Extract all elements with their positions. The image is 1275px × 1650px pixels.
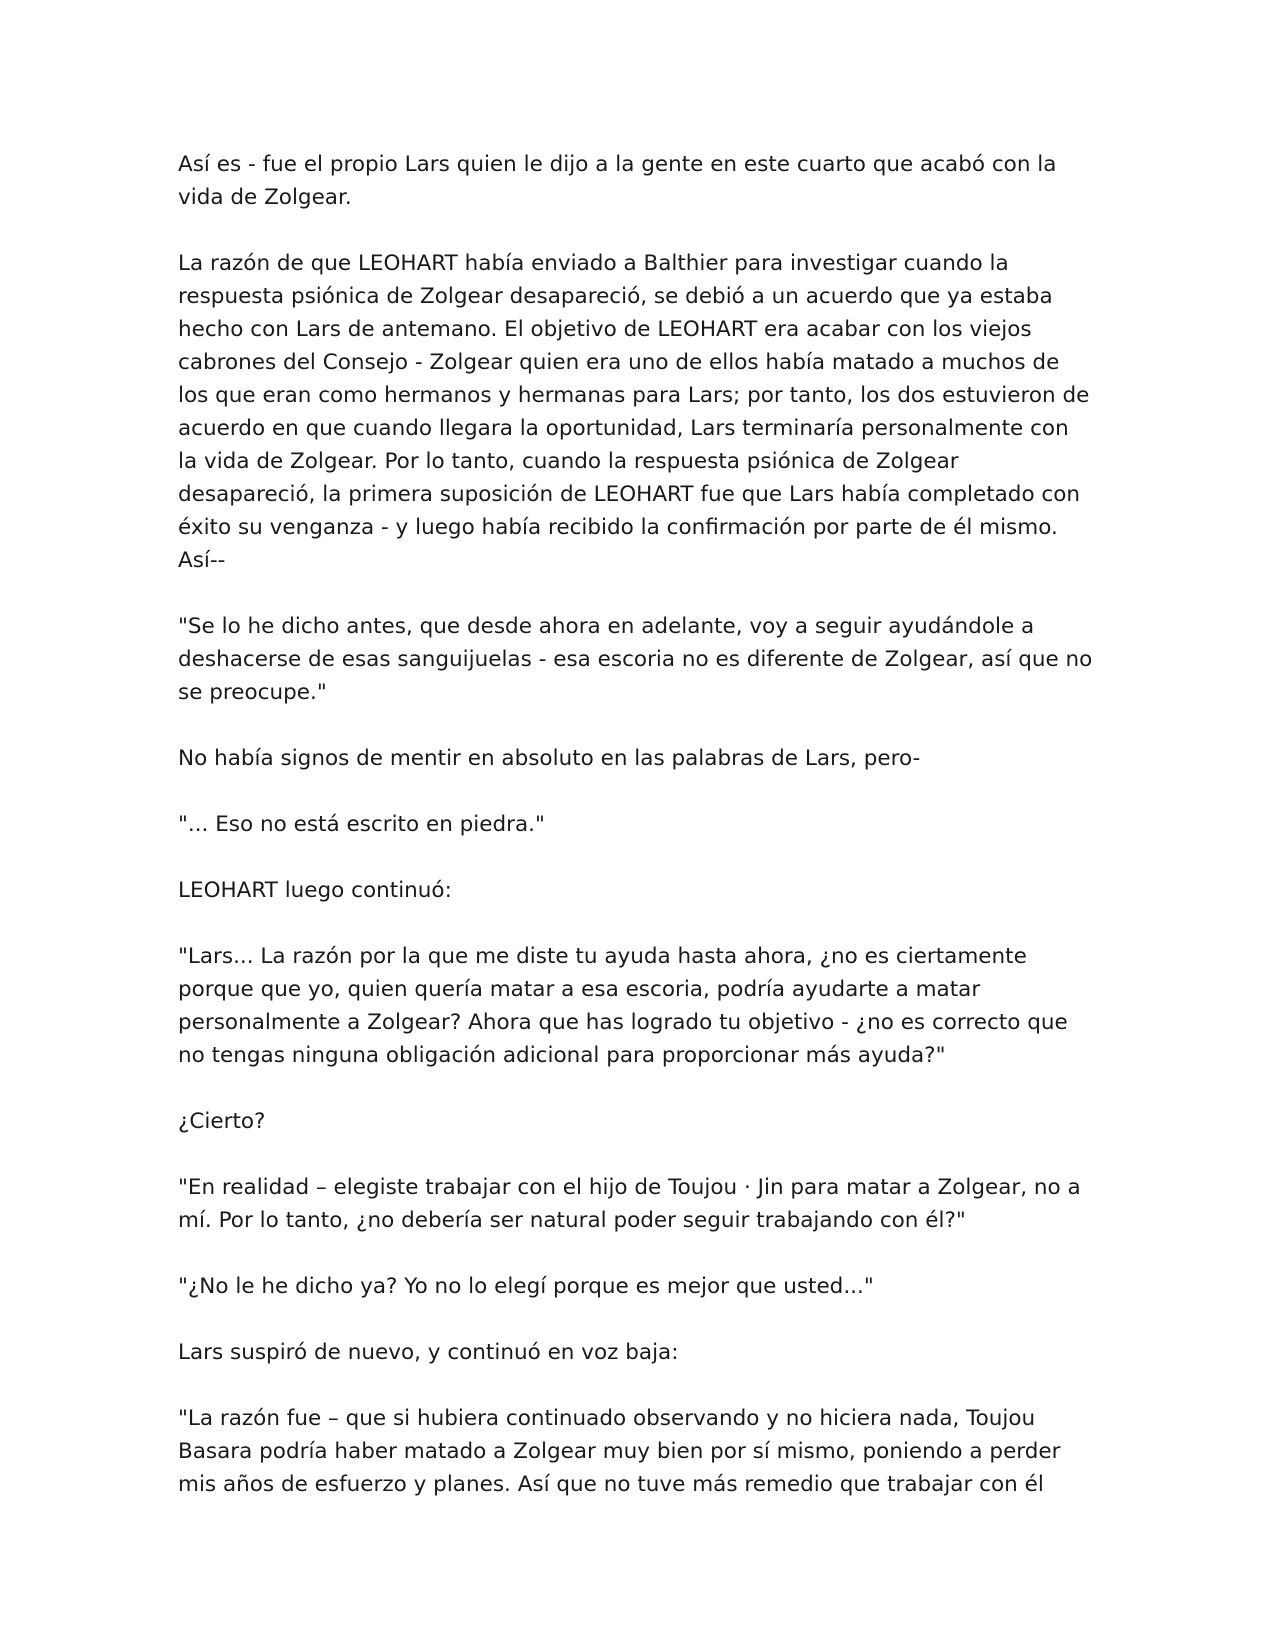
paragraph bbox=[178, 1336, 1108, 1369]
text-line: mis años de esfuerzo y planes. Así que no tuve más remedio que trabajar con él bbox=[178, 1472, 1044, 1497]
paragraph bbox=[178, 1270, 1108, 1303]
text-line: "¿No le he dicho ya? Yo no lo elegí porque es mejor que usted..." bbox=[178, 1274, 874, 1299]
text-line: los que eran como hermanos y hermanas para Lars; por tanto, los dos estuvieron de bbox=[178, 383, 1090, 408]
text-line: Así-- bbox=[178, 548, 226, 573]
paragraph bbox=[178, 610, 1108, 709]
text-line: éxito su venganza - y luego había recibido la confirmación por parte de él mismo. bbox=[178, 515, 1058, 540]
text-line: ¿Cierto? bbox=[178, 1109, 266, 1134]
text-line: personalmente a Zolgear? Ahora que has logrado tu objetivo - ¿no es correcto que bbox=[178, 1010, 1068, 1035]
paragraph bbox=[178, 874, 1108, 907]
paragraph bbox=[178, 940, 1108, 1072]
text-line: No había signos de mentir en absoluto en las palabras de Lars, pero- bbox=[178, 746, 921, 771]
paragraph bbox=[178, 148, 1108, 214]
text-line: cabrones del Consejo - Zolgear quien era uno de ellos había matado a muchos de bbox=[178, 350, 1060, 375]
document-body bbox=[178, 148, 1108, 1501]
text-line: "Se lo he dicho antes, que desde ahora en adelante, voy a seguir ayudándole a bbox=[178, 614, 1035, 639]
text-line: deshacerse de esas sanguijuelas - esa escoria no es diferente de Zolgear, así que no bbox=[178, 647, 1093, 672]
paragraph bbox=[178, 247, 1108, 577]
paragraph bbox=[178, 808, 1108, 841]
text-line: La razón de que LEOHART había enviado a Balthier para investigar cuando la bbox=[178, 251, 1009, 276]
text-line: Basara podría haber matado a Zolgear muy bien por sí mismo, poniendo a perder bbox=[178, 1439, 1061, 1464]
text-line: LEOHART luego continuó: bbox=[178, 878, 452, 903]
text-line: se preocupe." bbox=[178, 680, 327, 705]
text-line: no tengas ninguna obligación adicional para proporcionar más ayuda?" bbox=[178, 1043, 946, 1068]
paragraph bbox=[178, 1402, 1108, 1501]
text-line: desapareció, la primera suposición de LEOHART fue que Lars había completado con bbox=[178, 482, 1081, 507]
text-line: "... Eso no está escrito en piedra." bbox=[178, 812, 545, 837]
text-line: mí. Por lo tanto, ¿no debería ser natural poder seguir trabajando con él?" bbox=[178, 1208, 966, 1233]
text-line: vida de Zolgear. bbox=[178, 185, 352, 210]
text-line: respuesta psiónica de Zolgear desapareció, se debió a un acuerdo que ya estaba bbox=[178, 284, 1053, 309]
text-line: Así es - fue el propio Lars quien le dijo a la gente en este cuarto que acabó con la bbox=[178, 152, 1057, 177]
text-line: hecho con Lars de antemano. El objetivo de LEOHART era acabar con los viejos bbox=[178, 317, 1032, 342]
text-line: porque que yo, quien quería matar a esa escoria, podría ayudarte a matar bbox=[178, 977, 981, 1002]
text-line: acuerdo en que cuando llegara la oportunidad, Lars terminaría personalmente con bbox=[178, 416, 1069, 441]
text-line: la vida de Zolgear. Por lo tanto, cuando la respuesta psiónica de Zolgear bbox=[178, 449, 959, 474]
text-line: "Lars... La razón por la que me diste tu ayuda hasta ahora, ¿no es ciertamente bbox=[178, 944, 1027, 969]
text-line: Lars suspiró de nuevo, y continuó en voz baja: bbox=[178, 1340, 679, 1365]
paragraph bbox=[178, 742, 1108, 775]
text-line: "La razón fue – que si hubiera continuado observando y no hiciera nada, Toujou bbox=[178, 1406, 1036, 1431]
text-line: "En realidad – elegiste trabajar con el hijo de Toujou · Jin para matar a Zolgear, no a bbox=[178, 1175, 1081, 1200]
paragraph bbox=[178, 1171, 1108, 1237]
paragraph bbox=[178, 1105, 1108, 1138]
